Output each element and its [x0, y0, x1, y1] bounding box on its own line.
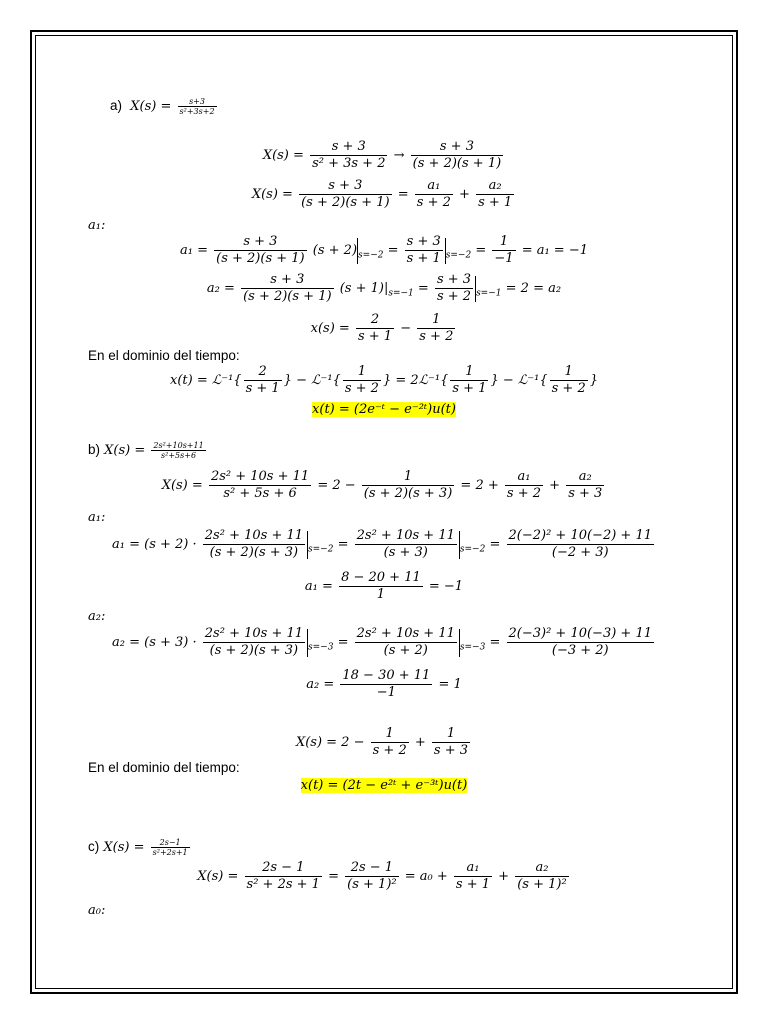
part-c-heading: c) X(s) = $\frac{2s-1}{\text{s²+2s+1}}$	[88, 838, 188, 857]
part-a-result	[0, 402, 768, 418]
part-a-heading-fraction: $\frac{s+3}{\text{s²+3s+2}}$	[179, 97, 215, 116]
part-b-result	[0, 778, 768, 794]
part-a-a1-eq: a₁ = $\frac{s + 3}{(s + 2)(s + 1)}$ $(s + 2)_{s=-2}$ = $\frac{s + 3}{s + 1}$ $_{s=-2}$ = $\frac{1}{-1}$ = a₁ = −1	[180, 234, 588, 266]
part-a-result-highlight: x(t) = (2e⁻ᵗ − e⁻²ᵗ)u(t)	[312, 402, 456, 417]
part-a-eq2: X(s) = $\frac{s + 3}{(s + 2)(s + 1)}$ = $\frac{\text{a₁}}{s + 2}$ + $\frac{\text{a₂}}{s + 1}$	[251, 178, 513, 210]
part-b-a1-label: a₁:	[88, 510, 106, 525]
part-b-xs-eq: X(s) = 2 − $\frac{1}{s + 2}$ + $\frac{1}{s + 3}$	[295, 726, 469, 758]
part-b-time-label: En el dominio del tiempo:	[88, 760, 240, 775]
part-a-heading: a) X(s) = $\frac{s+3}{\text{s²+3s+2}}$	[110, 97, 215, 116]
part-c-a0-label: a₀:	[88, 903, 106, 918]
part-a-time-label: En el dominio del tiempo:	[88, 348, 240, 363]
part-a-a1-label: a₁:	[88, 218, 106, 233]
part-b-a1-result: a₁ = $\frac{8 - 20 + 11}{1}$ = −1	[304, 570, 464, 602]
part-a-xt-eq: x(t) = ℒ⁻¹{ $\frac{2}{s + 1}$ } − ℒ⁻¹{ $\frac{1}{s + 2}$ } = 2ℒ⁻¹{ $\frac{1}{s + 1}$ } − ℒ⁻¹{ $\frac{1}{s + 2}$ }	[169, 364, 599, 396]
part-b-a2-label: a₂:	[88, 609, 106, 624]
part-b-heading-fraction: $\frac{\text{2s²+10s+11}}{\text{s²+5s+6}}$	[153, 441, 204, 460]
part-b-result-highlight: x(t) = (2t − e²ᵗ + e⁻³ᵗ)u(t)	[300, 778, 468, 793]
part-a-a2-eq: a₂ = $\frac{s + 3}{(s + 2)(s + 1)}$ $(s + 1)|_{s=-1}$ = $\frac{s + 3}{s + 2}$ $_{s=-1}$ = 2 = a₂	[206, 272, 562, 304]
part-b-a2-eq: a₂ = (s + 3) · $\frac{\text{2s² + 10s + 11}}{(s + 2)(s + 3)}$ $_{s=-3}$ = $\frac{\text{2s² + 10s + 11}}{(s + 2)}$ $_{s=-3}$ = $\frac{\text{2(−3)² + 10(−3) + 11}}{(-3 + 2)}$	[112, 626, 652, 658]
part-b-a1-eq: a₁ = (s + 2) · $\frac{\text{2s² + 10s + 11}}{(s + 2)(s + 3)}$ $_{s=-2}$ = $\frac{\text{2s² + 10s + 11}}{(s + 3)}$ $_{s=-2}$ = $\frac{\text{2(−2)² + 10(−2) + 11}}{(-2 + 3)}$	[112, 528, 652, 560]
part-b-heading: b) X(s) = $\frac{\text{2s²+10s+11}}{\text{s²+5s+6}}$	[88, 441, 204, 460]
part-b-a2-result: a₂ = $\frac{18 - 30 + 11}{-1}$ = 1	[306, 668, 462, 700]
part-c-heading-fraction: $\frac{2s-1}{\text{s²+2s+1}}$	[152, 838, 188, 857]
part-a-xs-eq: x(s) = $\frac{2}{s + 1}$ − $\frac{1}{s + 2}$	[310, 312, 454, 344]
part-c-eq1: X(s) = $\frac{2s - 1}{\text{s² + 2s + 1}}$ = $\frac{2s - 1}{\text{(s + 1)²}}$ = a₀ + $\frac{\text{a₁}}{s + 1}$ + $\frac{\text{a₂}}{\text{(s + 1)²}}$	[197, 860, 567, 892]
part-b-eq1: X(s) = $\frac{\text{2s² + 10s + 11}}{\text{s² + 5s + 6}}$ = 2 − $\frac{1}{(s + 2)(s + 3)}$ = 2 + $\frac{\text{a₁}}{s + 2}$ + $\frac{\text{a₂}}{s + 3}$	[161, 469, 603, 501]
part-a-eq1: X(s) = $\frac{s + 3}{\text{s² + 3s + 2}}$ → $\frac{s + 3}{(s + 2)(s + 1)}$	[262, 139, 502, 171]
